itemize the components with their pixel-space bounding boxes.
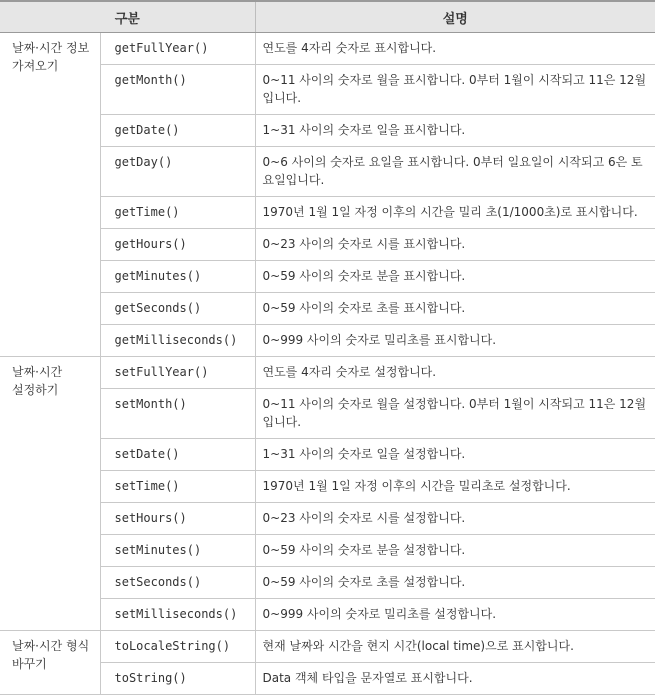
method-description: 0~59 사이의 숫자로 초를 설정합니다. [255,567,655,599]
method-name: getDay() [100,147,255,197]
method-description: 0~11 사이의 숫자로 월을 표시합니다. 0부터 1월이 시작되고 11은 12월입니다. [255,65,655,115]
method-description: 연도를 4자리 숫자로 표시합니다. [255,33,655,65]
table-row [0,357,655,389]
method-description: 0~59 사이의 숫자로 초를 표시합니다. [255,293,655,325]
method-name: toString() [100,663,255,695]
method-description: 0~6 사이의 숫자로 요일을 표시합니다. 0부터 일요일이 시작되고 6은 토요일입니다. [255,147,655,197]
method-name: getMinutes() [100,261,255,293]
category-cell: 날짜·시간 설정하기 [0,357,100,631]
method-description: 0~11 사이의 숫자로 월을 설정합니다. 0부터 1월이 시작되고 11은 12월입니다. [255,389,655,439]
method-description: 0~999 사이의 숫자로 밀리초를 설정합니다. [255,599,655,631]
method-description: 1~31 사이의 숫자로 일을 표시합니다. [255,115,655,147]
method-name: getHours() [100,229,255,261]
method-name: getTime() [100,197,255,229]
method-name: getSeconds() [100,293,255,325]
category-cell: 날짜·시간 정보 가져오기 [0,33,100,357]
method-name: setMonth() [100,389,255,439]
method-description: Data 객체 타입을 문자열로 표시합니다. [255,663,655,695]
table-header-row [0,1,655,33]
method-description: 0~59 사이의 숫자로 분을 표시합니다. [255,261,655,293]
method-name: setSeconds() [100,567,255,599]
header-description: 설명 [255,1,655,33]
category-cell: 날짜·시간 형식 바꾸기 [0,631,100,695]
method-name: getMonth() [100,65,255,115]
method-description: 0~59 사이의 숫자로 분을 설정합니다. [255,535,655,567]
method-name: setHours() [100,503,255,535]
method-name: setMinutes() [100,535,255,567]
method-description: 0~23 사이의 숫자로 시를 설정합니다. [255,503,655,535]
method-name: getMilliseconds() [100,325,255,357]
method-name: getFullYear() [100,33,255,65]
method-name: setMilliseconds() [100,599,255,631]
method-name: setTime() [100,471,255,503]
method-description: 1~31 사이의 숫자로 일을 설정합니다. [255,439,655,471]
method-description: 0~23 사이의 숫자로 시를 표시합니다. [255,229,655,261]
method-name: getDate() [100,115,255,147]
method-description: 1970년 1월 1일 자정 이후의 시간을 밀리초로 설정합니다. [255,471,655,503]
method-description: 1970년 1월 1일 자정 이후의 시간을 밀리 초(1/1000초)로 표시합니다. [255,197,655,229]
method-name: setFullYear() [100,357,255,389]
table-body [0,33,655,695]
table-row [0,33,655,65]
method-description: 0~999 사이의 숫자로 밀리초를 표시합니다. [255,325,655,357]
table-row [0,631,655,663]
header-category: 구분 [0,1,255,33]
method-name: toLocaleString() [100,631,255,663]
method-name: setDate() [100,439,255,471]
method-description: 연도를 4자리 숫자로 설정합니다. [255,357,655,389]
method-description: 현재 날짜와 시간을 현지 시간(local time)으로 표시합니다. [255,631,655,663]
